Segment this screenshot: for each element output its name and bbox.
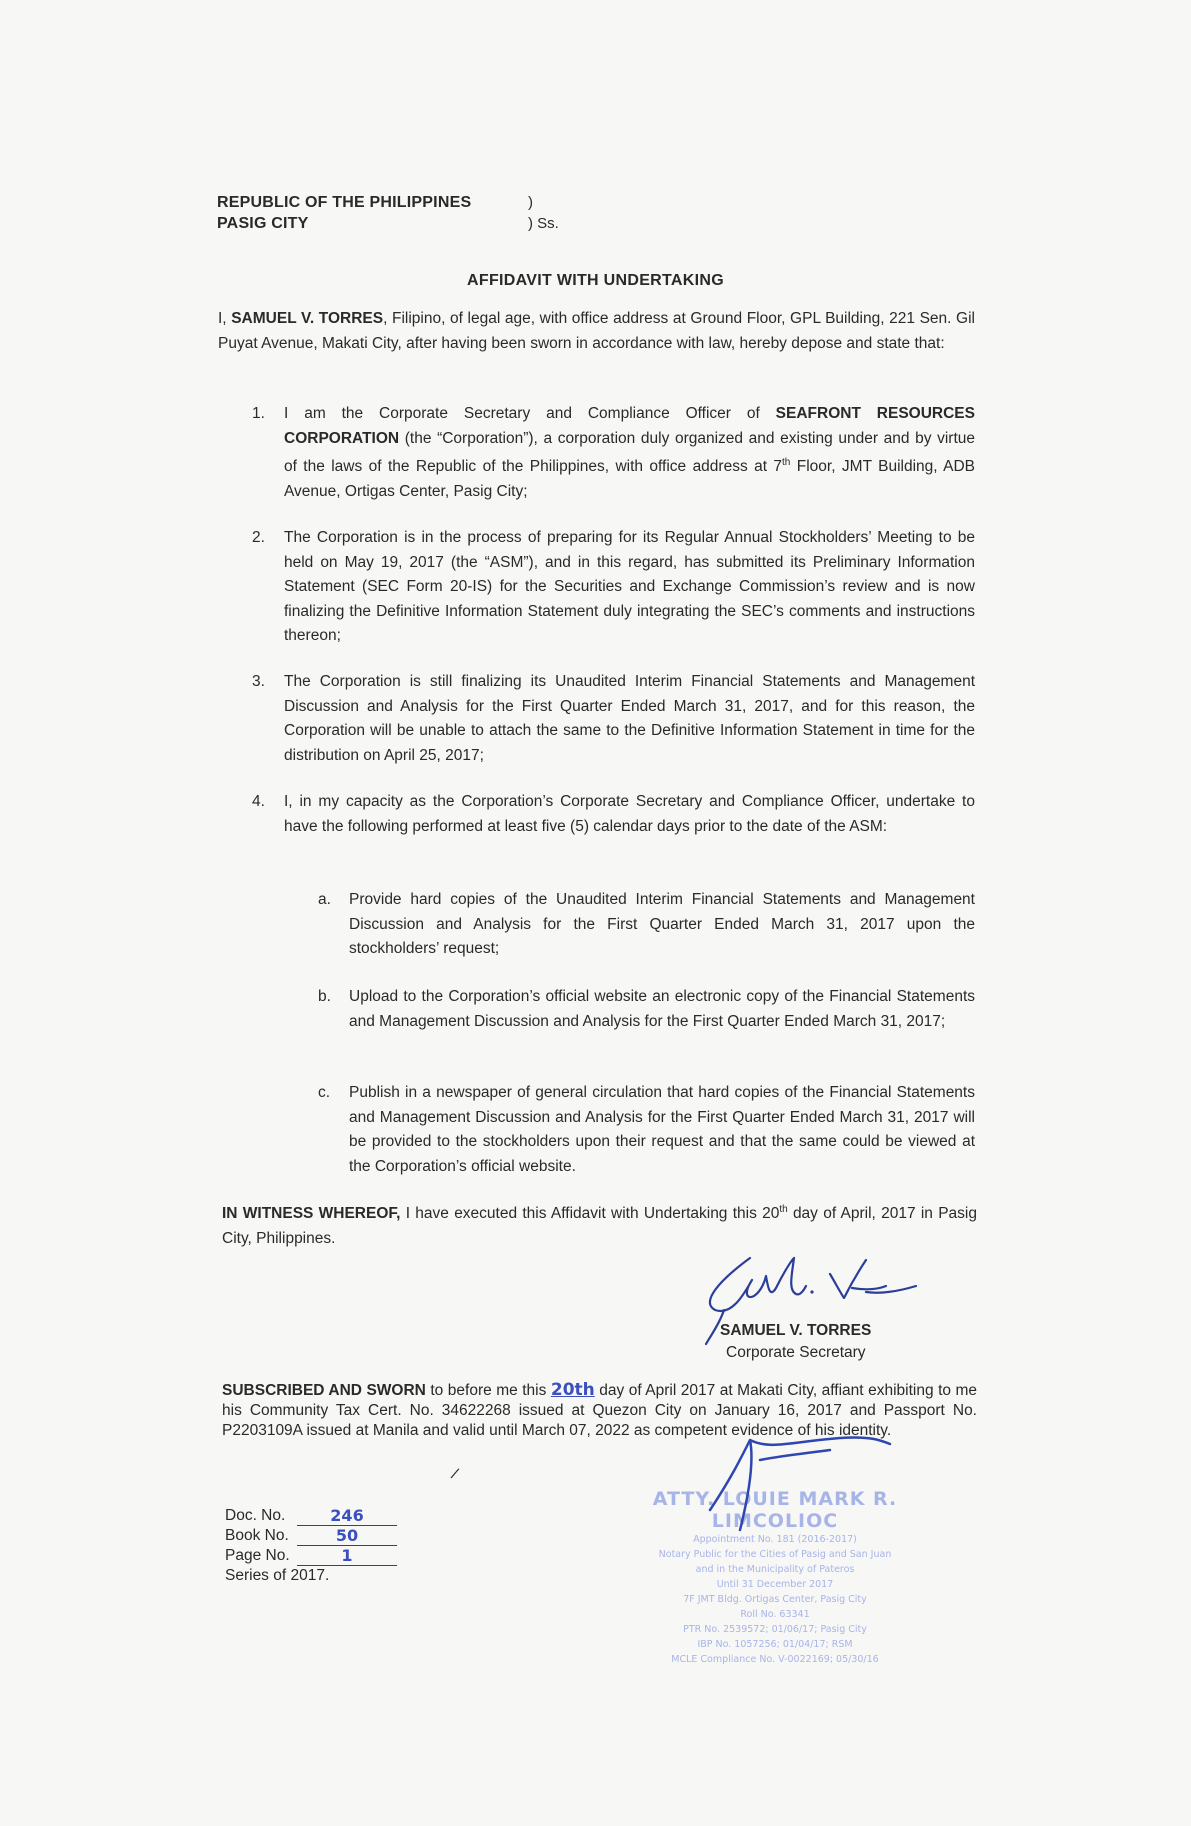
subitem-a-text: Provide hard copies of the Unaudited Interim Financial Statements and Management Discussion and Analysis for the First Quarter Ended March 31, 2017 upon the stockholders’ request; bbox=[349, 891, 975, 957]
page-no-value: 1 bbox=[297, 1547, 397, 1566]
book-no-label: Book No. bbox=[225, 1527, 289, 1544]
item-4-text: I, in my capacity as the Corporation’s Corporate Secretary and Compliance Officer, undertake to have the following performed at least five (5) calendar days prior to the date of the ASM: bbox=[284, 793, 975, 835]
signatory-name: SAMUEL V. TORRES bbox=[720, 1322, 872, 1339]
notary-signature bbox=[700, 1420, 900, 1570]
affiant-name: SAMUEL V. TORRES bbox=[231, 310, 384, 327]
subitem-letter: b. bbox=[318, 988, 331, 1005]
item-number: 3. bbox=[252, 673, 265, 690]
page-no-label: Page No. bbox=[225, 1547, 290, 1564]
subitem-letter: c. bbox=[318, 1084, 331, 1101]
item-2-text: The Corporation is in the process of preparing for its Regular Annual Stockholders’ Meeting to be held on May 19, 2017 (the “ASM”), and in this regard, has submitted its Preliminary Information Statement (SEC Form 20-IS) for the Securities and Exchange Commission’s review and is now finalizing the Definitive Information Statement duly integrating the SEC’s comments and instructions thereon; bbox=[284, 529, 975, 644]
intro-text: , Filipino, of legal age, with office address at Ground Floor, GPL Building, 221 Sen. Gil Puyat Avenue, Makati City, after having been sworn in accordance with law, hereby depose and state that: bbox=[218, 310, 976, 352]
stamp-line: MCLE Compliance No. V-0022169; 05/30/16 bbox=[671, 1654, 879, 1665]
book-no-value: 50 bbox=[297, 1527, 397, 1546]
item-1-post: (the “Corporation”), a corporation duly organized and existing under and by virtue of the laws of the Republic of the Philippines, with office address at 7 bbox=[284, 429, 975, 476]
doc-no-value: 246 bbox=[297, 1507, 397, 1526]
intro-paragraph bbox=[218, 307, 975, 356]
stamp-line: Appointment No. 181 (2016-2017) bbox=[693, 1534, 857, 1545]
venue-ss bbox=[528, 192, 559, 234]
item-number: 1. bbox=[252, 405, 265, 422]
page-no-row bbox=[225, 1546, 397, 1566]
witness-sup: th bbox=[779, 1204, 788, 1215]
item-3-text: The Corporation is still finalizing its Unaudited Interim Financial Statements and Management Discussion and Analysis for the First Quarter Ended March 31, 2017, and for this reason, the Corporation will be unable to attach the same to the Definitive Information Statement in time for the distribution on April 25, 2017; bbox=[284, 673, 975, 764]
witness-text: I have executed this Affidavit with Undertaking this 20 bbox=[400, 1205, 780, 1223]
doc-no-row bbox=[225, 1506, 397, 1526]
stamp-line: 7F JMT Bldg. Ortigas Center, Pasig City bbox=[683, 1594, 867, 1605]
stamp-line: PTR No. 2539572; 01/06/17; Pasig City bbox=[683, 1624, 867, 1635]
doc-no-label: Doc. No. bbox=[225, 1507, 286, 1524]
venue-city: PASIG CITY bbox=[217, 215, 309, 232]
item-1-pre: I am the Corporate Secretary and Compliance Officer of bbox=[284, 405, 776, 422]
book-no-row bbox=[225, 1526, 397, 1546]
witness-lead: IN WITNESS WHEREOF, bbox=[222, 1205, 401, 1223]
notarial-register bbox=[225, 1506, 397, 1586]
stamp-line: Notary Public for the Cities of Pasig and San Juan bbox=[658, 1549, 892, 1560]
jurat-lead: SUBSCRIBED AND SWORN bbox=[222, 1382, 426, 1399]
signatory-title: Corporate Secretary bbox=[726, 1344, 866, 1361]
item-1-text bbox=[284, 402, 975, 504]
stamp-line: Until 31 December 2017 bbox=[716, 1579, 834, 1590]
subitem-c-text: Publish in a newspaper of general circulation that hard copies of the Financial Statements and Management Discussion and Analysis for the First Quarter Ended March 31, 2017 will be provided to the stockholders upon their request and that the same could be viewed at the Corporation’s official website. bbox=[349, 1084, 975, 1175]
item-number: 2. bbox=[252, 529, 265, 546]
stamp-line: IBP No. 1057256; 01/04/17; RSM bbox=[697, 1639, 853, 1650]
item-1-post2: Floor, JMT Building, ADB Avenue, Ortigas Center, Pasig City; bbox=[284, 458, 975, 500]
venue-paren-2: ) Ss. bbox=[528, 215, 559, 232]
corporation-name: SEAFRONT RESOURCES CORPORATION bbox=[284, 405, 975, 447]
jurat-day-handwritten: 20th bbox=[550, 1380, 595, 1400]
jurat-pre: to before me this bbox=[425, 1382, 551, 1399]
subitem-b-text: Upload to the Corporation’s official website an electronic copy of the Financial Statements and Management Discussion and Analysis for the First Quarter Ended March 31, 2017; bbox=[349, 988, 975, 1030]
item-1-sup: th bbox=[782, 457, 791, 468]
jurat-post: day of April 2017 at Makati City, affiant exhibiting to me his Community Tax Cert. No. 34622268 issued at Quezon City on January 16, 2017 and Passport No. P2203109A issued at Manila and valid until March 07, 2022 as competent evidence of his identity. bbox=[222, 1382, 978, 1439]
notary-name: ATTY. LOUIE MARK R. LIMCOLIOC bbox=[652, 1488, 898, 1532]
stamp-line: and in the Municipality of Pateros bbox=[695, 1564, 855, 1575]
subitem-letter: a. bbox=[318, 891, 331, 908]
stamp-line: Roll No. 63341 bbox=[740, 1609, 810, 1620]
venue-republic: REPUBLIC OF THE PHILIPPINES bbox=[217, 194, 472, 211]
tick-mark: / bbox=[448, 1465, 461, 1484]
item-number: 4. bbox=[252, 793, 265, 810]
document-title: AFFIDAVIT WITH UNDERTAKING bbox=[467, 272, 724, 289]
intro-lead: I, bbox=[218, 310, 227, 327]
venue-paren-1: ) bbox=[528, 194, 533, 211]
series-year: Series of 2017. bbox=[225, 1567, 330, 1584]
venue-caption bbox=[217, 192, 471, 234]
witness-text2: day of April, 2017 in Pasig City, Philippines. bbox=[222, 1205, 977, 1247]
